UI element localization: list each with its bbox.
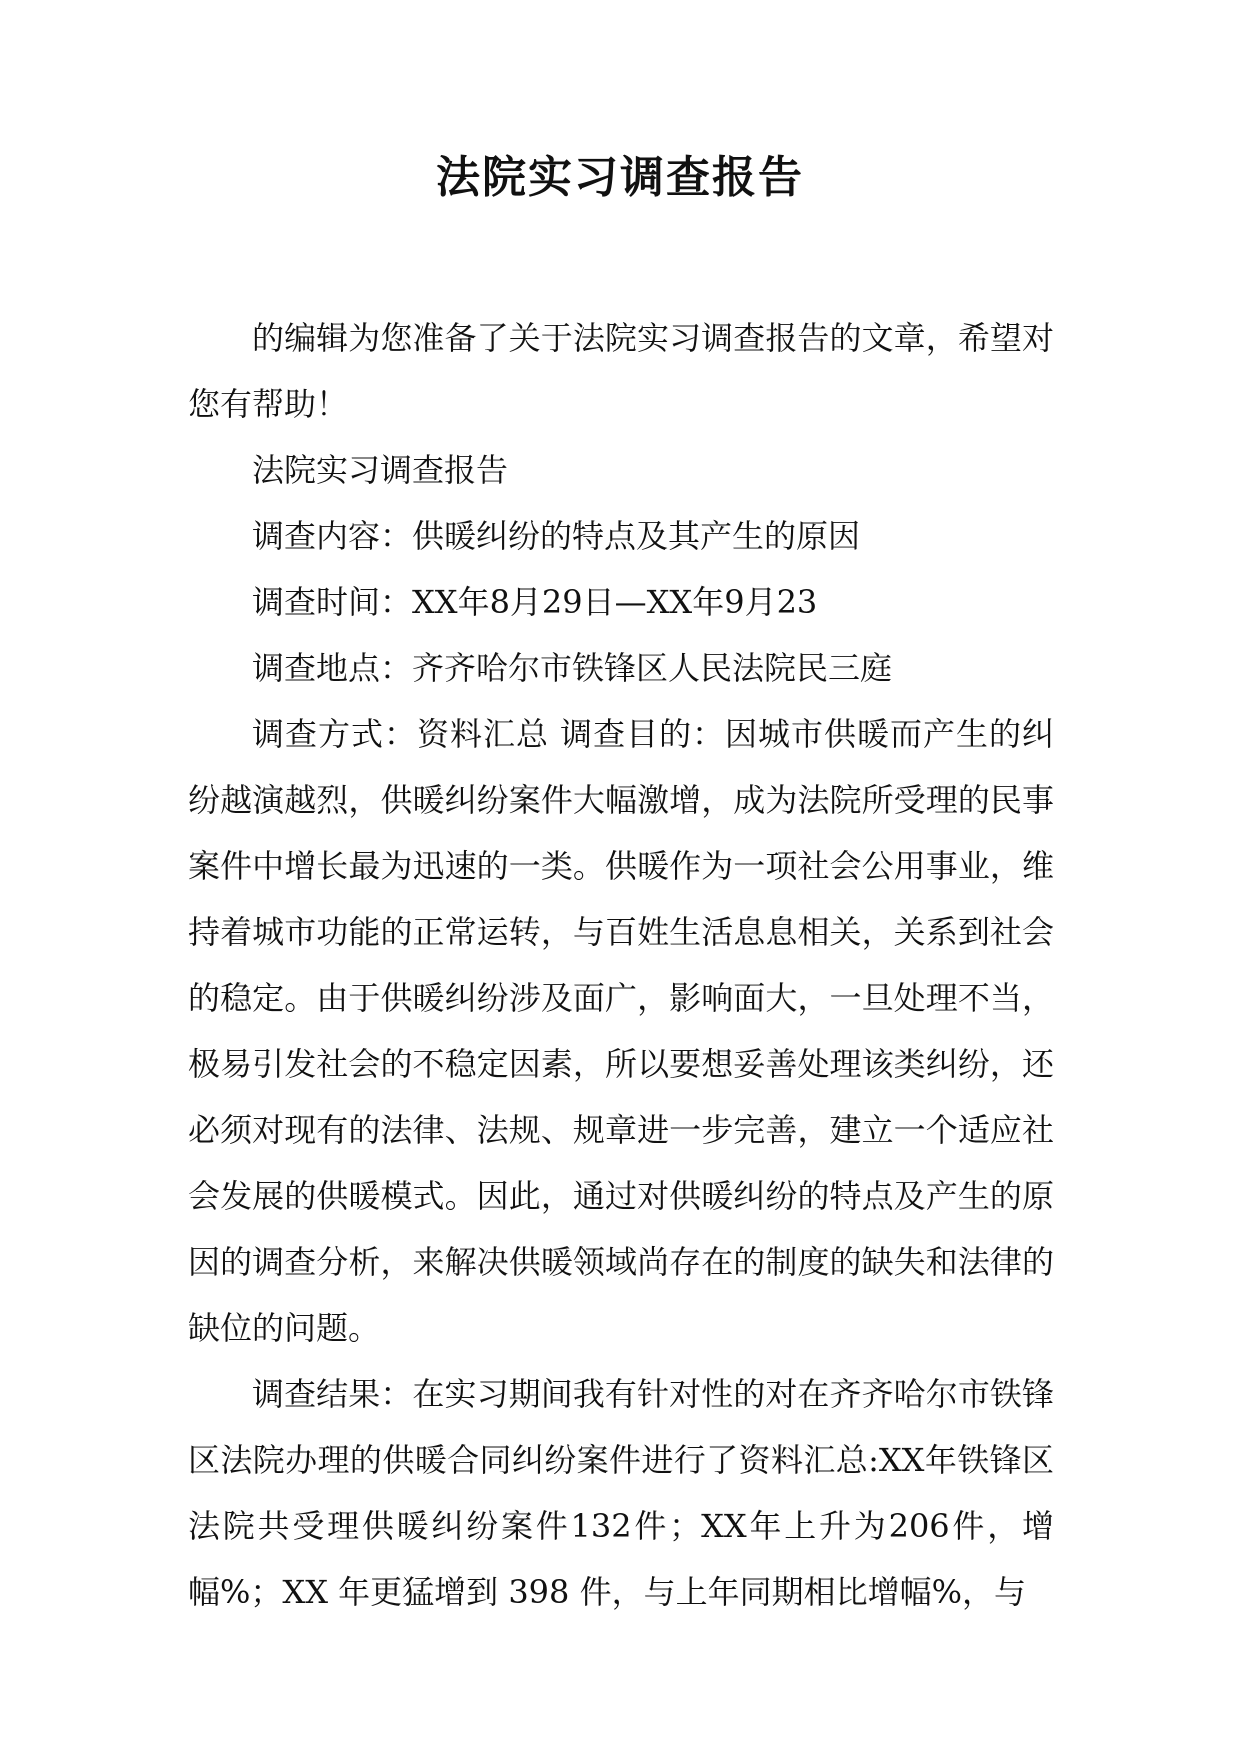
paragraph-survey-method-purpose: 调查方式：资料汇总 调查目的：因城市供暖而产生的纠纷越演越烈，供暖纠纷案件大幅激增，成为法院所受理的民事案件中增长最为迅速的一类。供暖作为一项社会公用事业，维持着城市功能的正常运转，与百姓生活息息相关，关系到社会的稳定。由于供暖纠纷涉及面广，影响面大，一旦处理不当，极易引发社会的不稳定因素，所以要想妥善处理该类纠纷，还必须对现有的法律、法规、规章进一步完善，建立一个适应社会发展的供暖模式。因此，通过对供暖纠纷的特点及产生的原因的调查分析，来解决供暖领域尚存在的制度的缺失和法律的缺位的问题。 [188, 715, 1054, 1347]
paragraph-survey-time: 调查时间：XX年8月29日—XX年9月23 [252, 583, 818, 621]
paragraph-survey-results: 调查结果：在实习期间我有针对性的对在齐齐哈尔市铁锋区法院办理的供暖合同纠纷案件进行了资料汇总:XX年铁锋区法院共受理供暖纠纷案件132件；XX年上升为206件，增幅%；XX 年更猛增到 398 件，与上年同期相比增幅%，与 [188, 1375, 1054, 1611]
paragraph-intro: 的编辑为您准备了关于法院实习调查报告的文章，希望对您有帮助！ [188, 319, 1054, 423]
paragraph-survey-location: 调查地点：齐齐哈尔市铁锋区人民法院民三庭 [252, 649, 893, 687]
paragraph-survey-content: 调查内容：供暖纠纷的特点及其产生的原因 [252, 517, 861, 555]
document-title: 法院实习调查报告 [436, 152, 804, 203]
paragraph-report-title: 法院实习调查报告 [252, 451, 509, 489]
document-body [188, 305, 1054, 1625]
